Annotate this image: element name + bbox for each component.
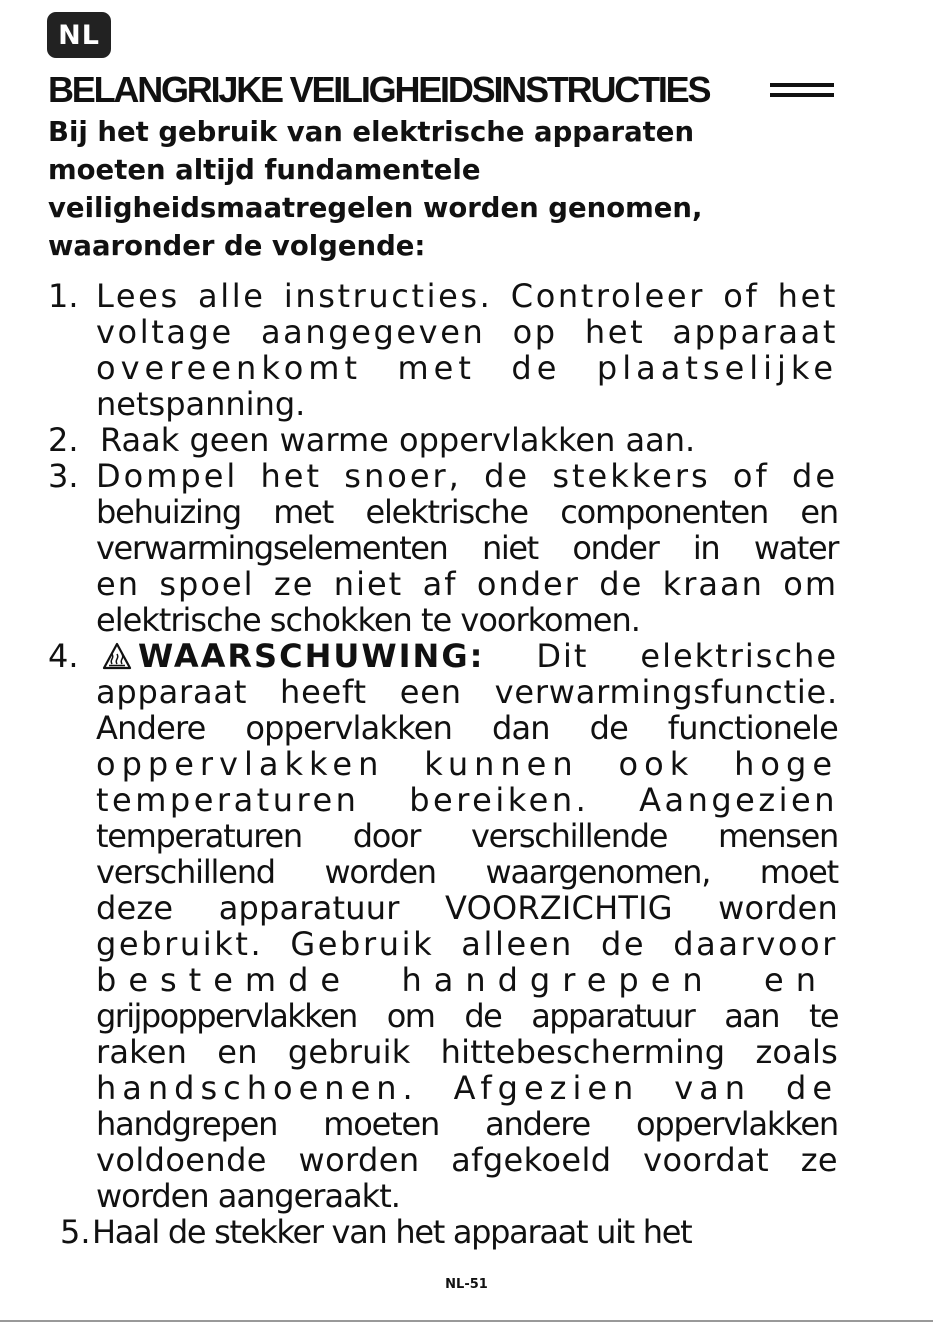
instruction-item-3 — [48, 458, 838, 638]
safety-instructions-list — [48, 278, 838, 1250]
item-number: 5. — [60, 1213, 91, 1251]
item-line: Haal de stekker van het apparaat uit het — [92, 1213, 692, 1251]
item-line — [96, 638, 838, 674]
instruction-item-2 — [48, 422, 838, 458]
title-double-rule — [770, 83, 834, 97]
page-title: BELANGRIJKE VEILIGHEIDSINSTRUCTIES — [48, 69, 710, 110]
item-line: worden aangeraakt. — [96, 1177, 400, 1215]
item-line: oppervlakken kunnen ook hoge — [96, 745, 838, 783]
warning-first-line-rest: Dit elektrische — [536, 637, 839, 675]
item-number: 3. — [48, 457, 79, 495]
item-line: netspanning. — [96, 385, 306, 423]
item-line: deze apparatuur VOORZICHTIG worden — [96, 889, 838, 927]
instruction-item-1 — [48, 278, 838, 422]
item-line: grijpoppervlakken om de apparatuur aan te — [96, 997, 838, 1035]
intro-line: veiligheidsmaatregelen worden genomen, — [48, 192, 703, 224]
item-number: 4. — [48, 637, 79, 675]
warning-label: WAARSCHUWING: — [138, 637, 485, 675]
item-line: handgrepen moeten andere oppervlakken — [96, 1105, 838, 1143]
item-line: Raak geen warme oppervlakken aan. — [100, 421, 696, 459]
item-line: raken en gebruik hittebescherming zoals — [96, 1033, 838, 1071]
item-line: gebruikt. Gebruik alleen de daarvoor — [96, 925, 838, 963]
item-line: bestemde handgrepen en — [96, 961, 828, 999]
item-line: temperaturen door verschillende mensen — [96, 817, 838, 855]
item-line: overeenkomt met de plaatselijke — [96, 349, 838, 387]
item-number: 2. — [48, 421, 79, 459]
item-line: behuizing met elektrische componenten en — [96, 493, 838, 531]
item-number: 1. — [48, 277, 79, 315]
item-line: en spoel ze niet af onder de kraan om — [96, 565, 838, 603]
item-line: temperaturen bereiken. Aangezien — [96, 781, 838, 819]
instruction-item-4 — [48, 638, 838, 1214]
item-line: Andere oppervlakken dan de functionele — [96, 709, 838, 747]
item-line: verwarmingselementen niet onder in water — [96, 529, 838, 567]
item-line: apparaat heeft een verwarmingsfunctie. — [96, 673, 838, 711]
item-line: elektrische schokken te voorkomen. — [96, 601, 640, 639]
title-row — [48, 66, 838, 114]
intro-paragraph — [48, 113, 808, 265]
intro-line: moeten altijd fundamentele — [48, 154, 481, 186]
intro-line: Bij het gebruik van elektrische apparaten — [48, 116, 695, 148]
intro-line: waaronder de volgende: — [48, 230, 426, 262]
item-line: Lees alle instructies. Controleer of het — [96, 277, 838, 315]
item-line: voldoende worden afgekoeld voordat ze — [96, 1141, 838, 1179]
item-line: Dompel het snoer, de stekkers of de — [96, 457, 838, 495]
page-number: NL-51 — [445, 1277, 488, 1292]
language-badge: NL — [47, 12, 111, 58]
instruction-item-5 — [60, 1214, 838, 1250]
item-line: voltage aangegeven op het apparaat — [96, 313, 838, 351]
item-line: handschoenen. Afgezien van de — [96, 1069, 838, 1107]
bottom-divider — [0, 1320, 933, 1322]
hot-surface-warning-icon — [102, 642, 132, 670]
item-line: verschillend worden waargenomen, moet — [96, 853, 838, 891]
